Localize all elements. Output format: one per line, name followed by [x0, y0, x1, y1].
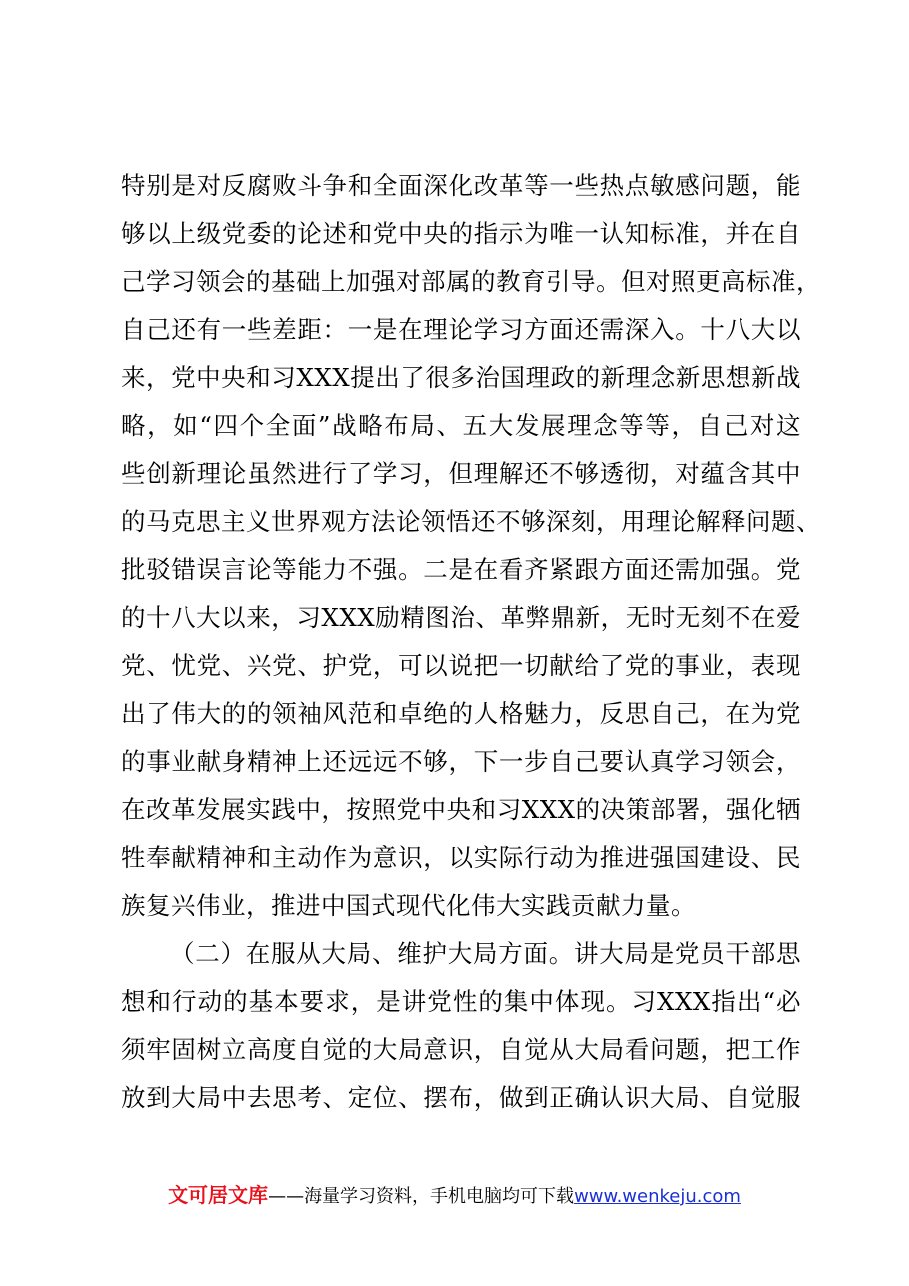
body-text-line: 的马克思主义世界观方法论领悟还不够深刻，用理论解释问题、: [121, 507, 821, 536]
footer-website-link[interactable]: www.wenkeju.com: [574, 1186, 741, 1207]
body-text-line: 够以上级党委的论述和党中央的指示为唯一认知标准，并在自: [121, 219, 801, 248]
footer-banner: [0, 1180, 909, 1212]
body-text-line: 略，如“四个全面”战略布局、五大发展理念等等，自己对这: [121, 411, 801, 440]
body-text-line: 想和行动的基本要求，是讲党性的集中体现。习XXX指出“必: [121, 987, 801, 1016]
body-text-line: 出了伟大的的领袖风范和卓绝的人格魅力，反思自己，在为党: [121, 699, 801, 728]
body-text-line: 党、忧党、兴党、护党，可以说把一切献给了党的事业，表现: [121, 651, 801, 680]
section-heading-line: （二）在服从大局、维护大局方面。讲大局是党员干部思: [170, 939, 801, 968]
body-text-line: 放到大局中去思考、定位、摆布，做到正确认识大局、自觉服: [121, 1083, 801, 1112]
body-text-line: 须牢固树立高度自觉的大局意识，自觉从大局看问题，把工作: [121, 1035, 801, 1064]
body-text-line: 牲奉献精神和主动作为意识，以实际行动为推进强国建设、民: [121, 843, 801, 872]
body-text-line: 特别是对反腐败斗争和全面深化改革等一些热点敏感问题，能: [121, 171, 801, 200]
body-text-line: 批驳错误言论等能力不强。二是在看齐紧跟方面还需加强。党: [121, 555, 801, 584]
body-text-line: 自己还有一些差距：一是在理论学习方面还需深入。十八大以: [121, 315, 801, 344]
body-text-line: 在改革发展实践中，按照党中央和习XXX的决策部署，强化牺: [121, 795, 801, 824]
body-text-line: 的十八大以来，习XXX励精图治、革弊鼎新，无时无刻不在爱: [121, 603, 801, 632]
body-text-line: 来，党中央和习XXX提出了很多治国理政的新理念新思想新战: [121, 363, 801, 392]
body-text-line: 族复兴伟业，推进中国式现代化伟大实践贡献力量。: [121, 891, 696, 920]
body-text-line: 些创新理论虽然进行了学习，但理解还不够透彻，对蕴含其中: [121, 459, 801, 488]
body-text-line: 己学习领会的基础上加强对部属的教育引导。但对照更高标准，: [121, 267, 821, 296]
body-text-line: 的事业献身精神上还远远不够，下一步自己要认真学习领会，: [121, 747, 801, 776]
footer-brand: 文可居文库: [168, 1183, 269, 1207]
footer-tagline: ——海量学习资料，手机电脑均可下载: [268, 1186, 575, 1207]
